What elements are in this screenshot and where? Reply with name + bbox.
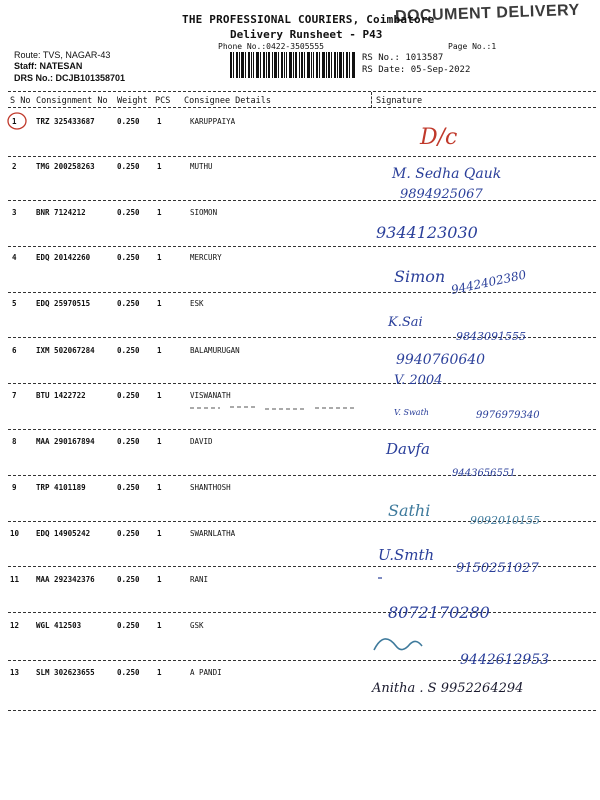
row-consignee: SIOMON: [190, 208, 218, 217]
row-pcs: 1: [157, 208, 162, 217]
row-weight: 0.250: [117, 437, 140, 446]
row-sno: 3: [12, 208, 17, 217]
hw-r11: 8072170280: [388, 603, 490, 622]
row-consignee: RANI: [190, 575, 209, 584]
document-delivery-stamp: DOCUMENT DELIVERY: [394, 1, 581, 26]
row-sno: 2: [12, 162, 17, 171]
row-weight: 0.250: [117, 253, 140, 262]
hw-r4a: Simon: [394, 267, 446, 286]
hw-r5a: K.Sai: [388, 315, 423, 330]
header-bottom-rule: [8, 107, 596, 108]
row-weight: 0.250: [117, 117, 140, 126]
hw-r3: 9344123030: [376, 223, 478, 242]
hw-r1: D/c: [420, 125, 458, 150]
row-pcs: 1: [157, 162, 162, 171]
row-consignee: DAVID: [190, 437, 213, 446]
row-consignee: MUTHU: [190, 162, 213, 171]
row-weight: 0.250: [117, 346, 140, 355]
rs-number: RS No.: 1013587: [362, 53, 444, 63]
row-sno: 7: [12, 391, 17, 400]
row-weight: 0.250: [117, 575, 140, 584]
row-consignee: A PANDI: [190, 668, 222, 677]
row-weight: 0.250: [117, 299, 140, 308]
row-sno: 12: [10, 621, 20, 630]
staff-info: Staff: NATESAN: [14, 61, 83, 71]
col-consignment: Consignment No: [36, 96, 108, 106]
col-sno: S No: [10, 96, 31, 106]
hw-r9b: 9092010155: [470, 514, 540, 527]
hw-r4b: 9442402380: [449, 267, 528, 298]
row-pcs: 1: [157, 575, 162, 584]
row-sno: 8: [12, 437, 17, 446]
row-consignment: WGL 412503: [36, 621, 82, 630]
row-consignment: MAA 292342376: [36, 575, 95, 584]
row-consignment: BTU 1422722: [36, 391, 86, 400]
row-pcs: 1: [157, 391, 162, 400]
company-line: THE PROFESSIONAL COURIERS, Coimbatore: [182, 13, 435, 26]
row-pcs: 1: [157, 621, 162, 630]
page-number: Page No.:1: [448, 42, 497, 51]
row-consignee: VISWANATH: [190, 391, 231, 400]
hw-r2a: M. Sedha Qauk: [392, 166, 502, 182]
row-pcs: 1: [157, 529, 162, 538]
hw-r12: 9442612953: [460, 652, 550, 668]
header-top-rule: [8, 91, 596, 92]
col-signature: Signature: [376, 96, 423, 106]
row-consignee: KARUPPAIYA: [190, 117, 236, 126]
row-consignee: BALAMURUGAN: [190, 346, 240, 355]
row-pcs: 1: [157, 346, 162, 355]
row-weight: 0.250: [117, 162, 140, 171]
row-weight: 0.250: [117, 668, 140, 677]
hw-r13: Anitha . S 9952264294: [372, 681, 524, 696]
row-consignment: SLM 302623655: [36, 668, 95, 677]
row-weight: 0.250: [117, 208, 140, 217]
hw-r9a: Sathi: [388, 501, 431, 520]
hw-r7b: 9976979340: [476, 410, 540, 421]
hw-r8b: 9443656551: [452, 468, 516, 479]
smudge-marks: [190, 404, 360, 412]
row-consignment: IXM 502067284: [36, 346, 95, 355]
row-pcs: 1: [157, 299, 162, 308]
row-consignee: SWARNLATHA: [190, 529, 236, 538]
barcode: [230, 52, 355, 78]
header-divider: [371, 92, 372, 108]
col-weight: Weight: [117, 96, 148, 106]
row-sno: 6: [12, 346, 17, 355]
row-consignee: MERCURY: [190, 253, 222, 262]
row-consignee: ESK: [190, 299, 204, 308]
row-consignment: EDQ 20142260: [36, 253, 91, 262]
hw-r7a: V. Swath: [394, 408, 429, 417]
row-consignment: MAA 290167894: [36, 437, 95, 446]
row-pcs: 1: [157, 253, 162, 262]
row-weight: 0.250: [117, 391, 140, 400]
row-sno: 4: [12, 253, 17, 262]
hw-r8a: Davfa: [386, 440, 430, 458]
col-consignee: Consignee Details: [184, 96, 271, 106]
hw-r6a: 9940760640: [396, 352, 486, 368]
row-sno: 9: [12, 483, 17, 492]
signature-column: [360, 110, 596, 730]
row-consignment: TRP 4101189: [36, 483, 86, 492]
hw-r5b: 9843091555: [456, 330, 526, 343]
row-weight: 0.250: [117, 483, 140, 492]
row-pcs: 1: [157, 668, 162, 677]
col-pcs: PCS: [155, 96, 171, 106]
circle-mark-icon: [6, 111, 28, 131]
row-sno: 1: [12, 117, 17, 126]
hw-r6b: V. 2004: [394, 373, 443, 388]
row-consignment: EDQ 25970515: [36, 299, 91, 308]
row-consignment: BNR 7124212: [36, 208, 86, 217]
phone-number: Phone No.:0422-3505555: [218, 42, 324, 51]
row-consignment: TMG 200258263: [36, 162, 95, 171]
row-weight: 0.250: [117, 621, 140, 630]
row-sno: 13: [10, 668, 20, 677]
route-info: Route: TVS, NAGAR-43: [14, 50, 111, 60]
row-pcs: 1: [157, 117, 162, 126]
hw-r10a: U.Smth: [378, 546, 435, 564]
row-consignment: EDQ 14905242: [36, 529, 91, 538]
row-consignee: SHANTHOSH: [190, 483, 231, 492]
row-consignment: TRZ 325433687: [36, 117, 95, 126]
row-consignee: GSK: [190, 621, 204, 630]
row-weight: 0.250: [117, 529, 140, 538]
hw-r10b: 9150251027: [456, 561, 539, 576]
row-pcs: 1: [157, 437, 162, 446]
row-sno: 5: [12, 299, 17, 308]
rs-date: RS Date: 05-Sep-2022: [362, 65, 471, 75]
row-pcs: 1: [157, 483, 162, 492]
runsheet-title: Delivery Runsheet - P43: [230, 28, 383, 41]
row-sno: 10: [10, 529, 20, 538]
row-sno: 11: [10, 575, 20, 584]
hw-r2b: 9894925067: [400, 187, 483, 202]
drs-number: DRS No.: DCJB101358701: [14, 73, 126, 83]
